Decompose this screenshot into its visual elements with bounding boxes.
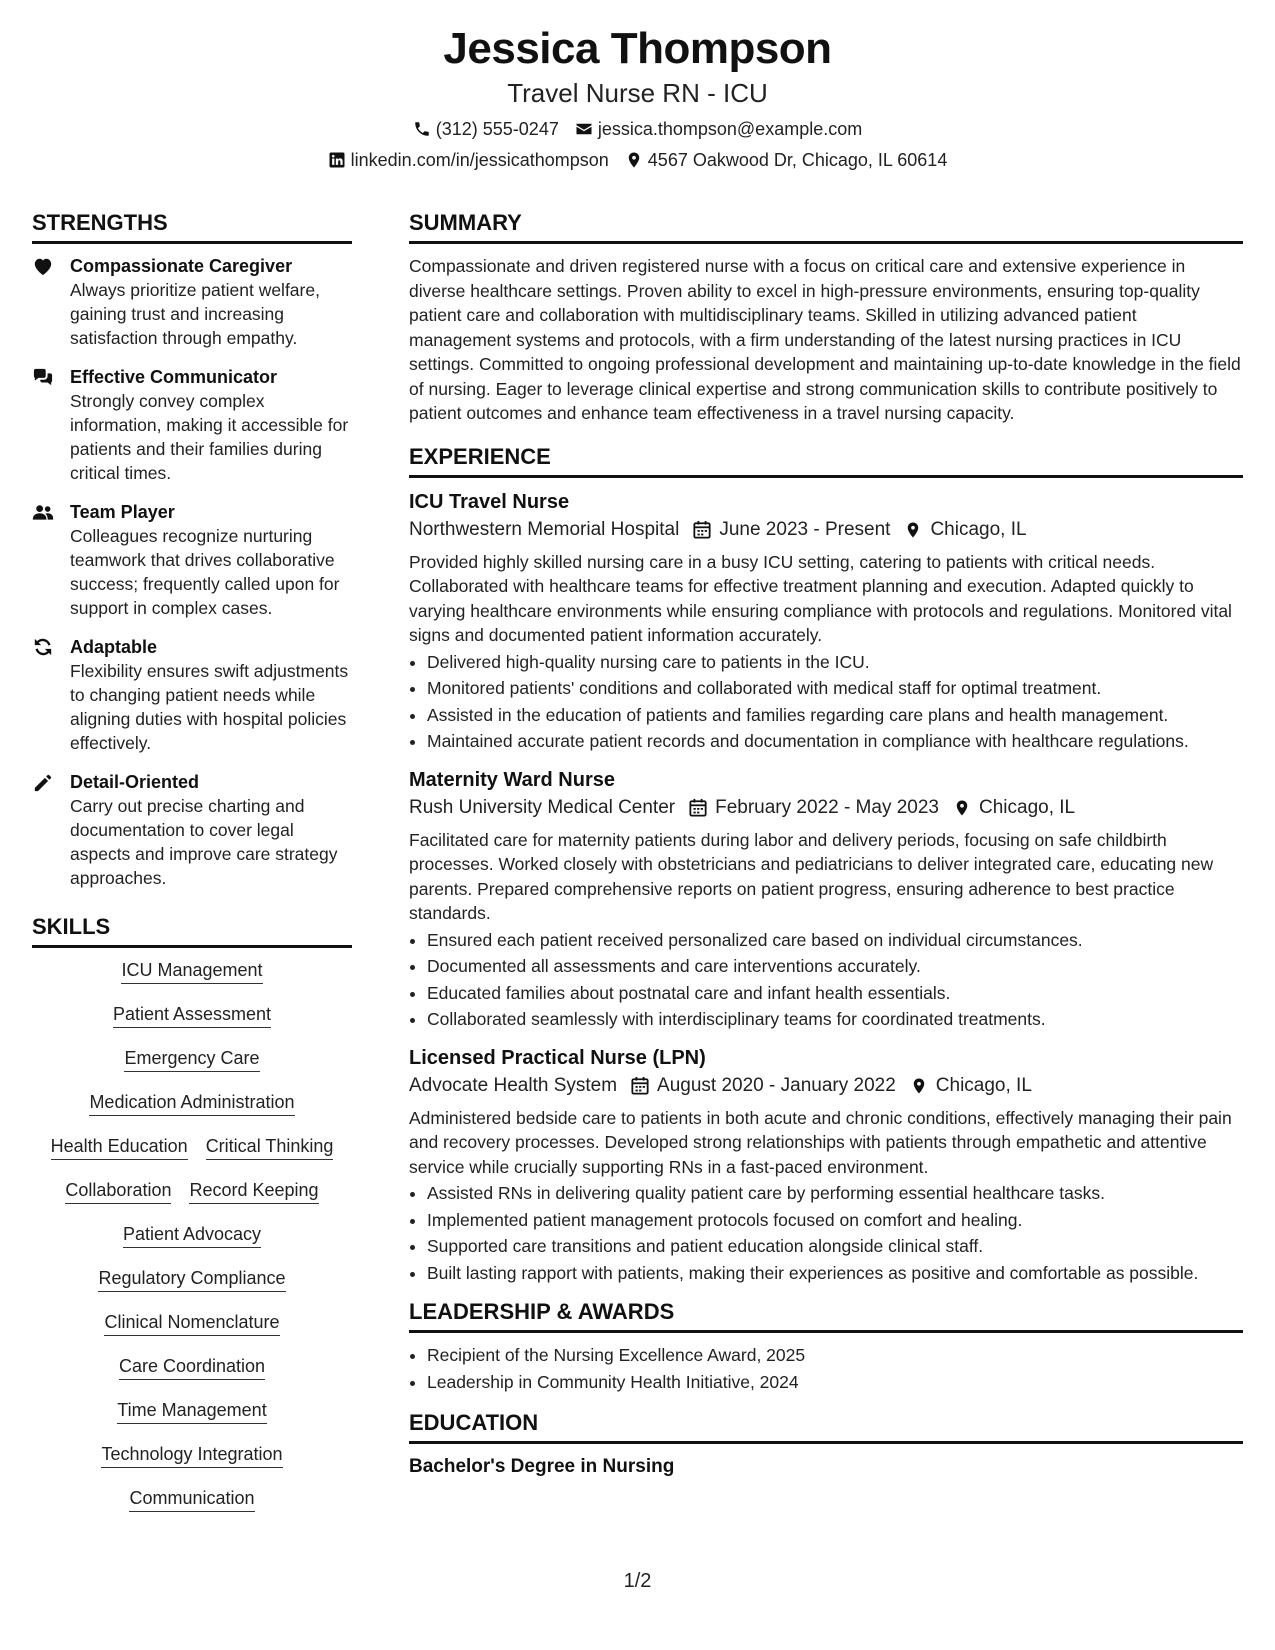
- employer: Rush University Medical Center: [409, 796, 676, 818]
- bullet-item: • Collaborated seamlessly with interdisciplinary teams for coordinated treatments.: [427, 1007, 1243, 1032]
- bullet-item: • Built lasting rapport with patients, making their experiences as positive and comfortable as possible.: [427, 1261, 1243, 1286]
- job-entry: [409, 488, 1243, 754]
- strength-title: Team Player: [70, 502, 175, 522]
- strength-item: [32, 635, 352, 755]
- map-pin-icon: [953, 798, 971, 818]
- right-column: [409, 208, 1243, 1480]
- job-description: Provided highly skilled nursing care in a busy ICU setting, catering to patients with critical needs. Collaborated with healthcare teams for effective treatment planning and execution. Adapted quickly to varying healthcare environments while ensuring compliance with protocols and regulations. Monitored vital signs and documented patient information accurately.: [409, 551, 1232, 645]
- strength-desc: Carry out precise charting and documentation to cover legal aspects and improve care strategy approaches.: [70, 796, 338, 888]
- phone-number: (312) 555-0247: [435, 119, 559, 139]
- strength-desc: Colleagues recognize nurturing teamwork that drives collaborative success; frequently called upon for support in complex cases.: [70, 526, 340, 618]
- chat-icon: [32, 367, 54, 387]
- skill-tag: Patient Advocacy: [123, 1222, 261, 1248]
- job-bullets: [409, 650, 1243, 754]
- job-entry: [409, 1044, 1243, 1286]
- strength-title: Compassionate Caregiver: [70, 256, 293, 276]
- address-contact: [625, 148, 948, 172]
- job-location: Chicago, IL: [935, 1074, 1032, 1096]
- phone-icon: [413, 120, 431, 138]
- job-entry: [409, 766, 1243, 1032]
- job-bullets: [409, 1181, 1243, 1285]
- strength-item: [32, 770, 352, 890]
- bullet-item: • Implemented patient management protocols focused on comfort and healing.: [427, 1208, 1243, 1233]
- bullet-item: • Assisted RNs in delivering quality patient care by performing essential healthcare tasks.: [427, 1181, 1243, 1206]
- email-address[interactable]: jessica.thompson@example.com: [597, 119, 863, 139]
- calendar-icon: [693, 520, 711, 540]
- skill-tag: Technology Integration: [101, 1442, 282, 1468]
- job-dates: August 2020 - January 2022: [657, 1074, 896, 1096]
- job-description: Administered bedside care to patients in both acute and chronic conditions, effectively managing their pain and recovery processes. Developed strong relationships with patients through empathetic and attentive service while crucially supporting RNs in a fast-paced environment.: [409, 1107, 1232, 1177]
- strength-desc: Strongly convey complex information, making it accessible for patients and their families during critical times.: [70, 391, 349, 483]
- bullet-item: • Supported care transitions and patient education alongside clinical staff.: [427, 1234, 1243, 1259]
- skill-tag: Communication: [129, 1486, 254, 1512]
- summary-heading: SUMMARY: [409, 208, 1243, 244]
- skill-tag: Regulatory Compliance: [98, 1266, 285, 1292]
- skill-tag: ICU Management: [121, 958, 262, 984]
- employer: Advocate Health System: [409, 1074, 618, 1096]
- calendar-icon: [631, 1076, 649, 1096]
- contact-row-1: [0, 117, 1275, 141]
- bullet-item: • Maintained accurate patient records and documentation in compliance with healthcare regulations.: [427, 729, 1243, 754]
- skill-tag: Patient Assessment: [113, 1002, 271, 1028]
- map-pin-icon: [625, 151, 643, 169]
- skills-heading: SKILLS: [32, 912, 352, 948]
- summary-text: Compassionate and driven registered nurse with a focus on critical care and extensive experience in diverse healthcare settings. Proven ability to excel in high-pressure environments, ensuring top-quality patient care and collaboration with multidisciplinary teams. Skilled in utilizing advanced patient management systems and protocols, with a firm understanding of the latest nursing practices in ICU settings. Committed to ongoing professional development and maintaining up-to-date knowledge in the field of nursing. Eager to leverage clinical expertise and strong communication skills to contribute positively to patient outcomes and enhance team effectiveness in a travel nursing capacity.: [409, 256, 1241, 423]
- leadership-list: [409, 1343, 1243, 1394]
- strength-desc: Always prioritize patient welfare, gaining trust and increasing satisfaction through empathy.: [70, 280, 320, 348]
- bullet-item: • Ensured each patient received personalized care based on individual circumstances.: [427, 928, 1243, 953]
- skill-tag: Care Coordination: [119, 1354, 265, 1380]
- strengths-list: [32, 254, 352, 890]
- email-contact[interactable]: [575, 117, 862, 141]
- job-title: ICU Travel Nurse: [409, 490, 570, 513]
- map-pin-icon: [910, 1076, 928, 1096]
- bullet-item: • Assisted in the education of patients and families regarding care plans and health management.: [427, 703, 1243, 728]
- address: 4567 Oakwood Dr, Chicago, IL 60614: [647, 150, 948, 170]
- strength-item: [32, 365, 352, 485]
- skill-tag: Clinical Nomenclature: [104, 1310, 279, 1336]
- skill-tag: Record Keeping: [189, 1178, 318, 1204]
- left-column: [32, 208, 352, 1530]
- users-icon: [32, 502, 54, 522]
- education-heading: EDUCATION: [409, 1408, 1243, 1444]
- envelope-icon: [575, 120, 593, 138]
- job-title: Maternity Ward Nurse: [409, 768, 615, 791]
- pencil-icon: [32, 772, 54, 792]
- job-dates: February 2022 - May 2023: [715, 796, 939, 818]
- job-location: Chicago, IL: [930, 518, 1027, 540]
- job-dates: June 2023 - Present: [719, 518, 891, 540]
- strength-title: Adaptable: [70, 637, 158, 657]
- skill-tag: Medication Administration: [89, 1090, 294, 1116]
- bullet-item: • Educated families about postnatal care and infant health essentials.: [427, 981, 1243, 1006]
- linkedin-icon: [328, 151, 346, 169]
- sync-icon: [32, 637, 54, 657]
- job-meta: [409, 1072, 1243, 1100]
- strength-item: [32, 500, 352, 620]
- skill-tag: Health Education: [51, 1134, 188, 1160]
- skills-list: [32, 958, 352, 1512]
- leadership-heading: LEADERSHIP & AWARDS: [409, 1297, 1243, 1333]
- job-title: Licensed Practical Nurse (LPN): [409, 1046, 706, 1069]
- bullet-item: • Delivered high-quality nursing care to patients in the ICU.: [427, 650, 1243, 675]
- skill-tag: Time Management: [117, 1398, 266, 1424]
- candidate-title: Travel Nurse RN - ICU: [507, 78, 768, 108]
- bullet-item: • Monitored patients' conditions and collaborated with medical staff for optimal treatment.: [427, 676, 1243, 701]
- experience-heading: EXPERIENCE: [409, 442, 1243, 478]
- job-meta: [409, 516, 1243, 544]
- skill-tag: Critical Thinking: [206, 1134, 334, 1160]
- award-item: • Recipient of the Nursing Excellence Award, 2025: [427, 1343, 1243, 1368]
- contact-row-2: [0, 148, 1275, 172]
- job-bullets: [409, 928, 1243, 1032]
- strength-title: Detail-Oriented: [70, 772, 200, 792]
- award-item: • Leadership in Community Health Initiative, 2024: [427, 1370, 1243, 1395]
- strength-item: [32, 254, 352, 350]
- bullet-item: • Documented all assessments and care interventions accurately.: [427, 954, 1243, 979]
- map-pin-icon: [904, 520, 922, 540]
- job-location: Chicago, IL: [979, 796, 1076, 818]
- phone-contact: [413, 117, 559, 141]
- strength-title: Effective Communicator: [70, 367, 278, 387]
- job-meta: [409, 794, 1243, 822]
- page-number: 1/2: [623, 1570, 652, 1592]
- heart-icon: [32, 256, 54, 276]
- linkedin-contact[interactable]: [328, 148, 609, 172]
- skill-tag: Collaboration: [65, 1178, 171, 1204]
- resume-header: [0, 0, 1275, 172]
- job-description: Facilitated care for maternity patients during labor and delivery periods, focusing on safe childbirth processes. Worked closely with obstetricians and pediatricians to deliver integrated care, educating new parents. Prepared comprehensive reports on patient progress, ensuring adherence to best practice standards.: [409, 829, 1214, 923]
- candidate-name: Jessica Thompson: [443, 24, 832, 73]
- education-degree: Bachelor's Degree in Nursing: [409, 1456, 675, 1477]
- calendar-icon: [689, 798, 707, 818]
- strengths-heading: STRENGTHS: [32, 208, 352, 244]
- linkedin-url[interactable]: linkedin.com/in/jessicathompson: [350, 150, 609, 170]
- strength-desc: Flexibility ensures swift adjustments to changing patient needs while aligning duties with hospital policies effectively.: [70, 661, 349, 753]
- employer: Northwestern Memorial Hospital: [409, 518, 680, 540]
- skill-tag: Emergency Care: [124, 1046, 259, 1072]
